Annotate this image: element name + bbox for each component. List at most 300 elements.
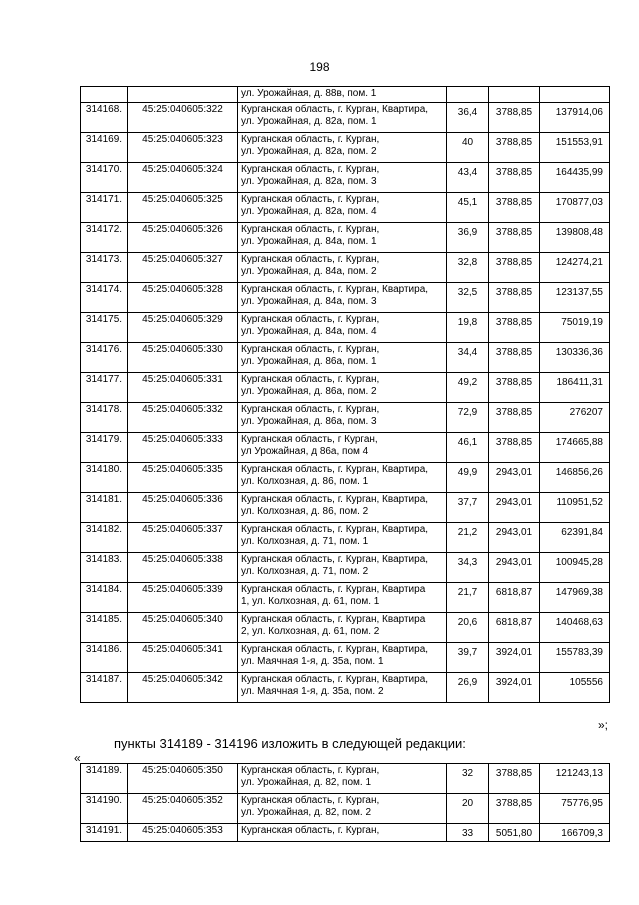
price-cell	[489, 463, 540, 493]
area-cell	[447, 313, 489, 343]
area-value: 33	[461, 828, 474, 839]
total-value: 105556	[569, 677, 603, 688]
price-value: 5051,80	[495, 828, 533, 839]
area-value: 49,9	[457, 467, 478, 478]
total-cell	[540, 794, 610, 824]
area-value: 32,5	[457, 287, 478, 298]
address-cell	[238, 343, 447, 373]
cadastral-number: 45:25:040605:352	[142, 795, 223, 806]
area-cell	[447, 613, 489, 643]
address-line-2: ул. Колхозная, д. 86, пом. 2	[241, 506, 369, 517]
cadastral-number: 45:25:040605:340	[142, 614, 223, 625]
row-number: 314185.	[85, 614, 123, 625]
address-line-1: Курганская область, г. Курган, Квартира,	[241, 554, 429, 565]
cadastral-number: 45:25:040605:324	[142, 164, 223, 175]
total-cell	[540, 583, 610, 613]
row-number: 314191.	[85, 825, 123, 836]
area-cell	[447, 583, 489, 613]
address-line-2: ул. Урожайная, д. 84а, пом. 4	[241, 326, 377, 337]
total-value: 139808,48	[555, 227, 603, 238]
area-value: 40	[461, 137, 474, 148]
cadastral-number-cell	[128, 583, 238, 613]
table-row	[81, 523, 610, 553]
price-value: 3788,85	[495, 317, 533, 328]
table-row	[81, 794, 610, 824]
area-cell	[447, 643, 489, 673]
cadastral-number: 45:25:040605:332	[142, 404, 223, 415]
cadastral-number-cell	[128, 163, 238, 193]
address-cell	[238, 643, 447, 673]
address-line-1: Курганская область, г. Курган, Квартира,	[241, 524, 429, 535]
table-row	[81, 253, 610, 283]
total-value: 146856,26	[555, 467, 603, 478]
address-cell	[238, 193, 447, 223]
cadastral-number-cell	[128, 103, 238, 133]
cadastral-number-cell	[128, 643, 238, 673]
closing-quote: »;	[597, 718, 608, 732]
address-cell	[238, 253, 447, 283]
cadastral-number: 45:25:040605:330	[142, 344, 223, 355]
address-line-1: Курганская область, г. Курган, Квартира	[241, 614, 426, 625]
cadastral-number-cell	[128, 133, 238, 163]
cadastral-number: 45:25:040605:326	[142, 224, 223, 235]
area-cell	[447, 463, 489, 493]
address-cell	[238, 764, 447, 794]
price-value: 3788,85	[495, 407, 533, 418]
address-line-1: Курганская область, г. Курган,	[241, 825, 380, 836]
table-row	[81, 283, 610, 313]
price-value: 2943,01	[495, 557, 533, 568]
row-number-cell	[81, 223, 128, 253]
total-cell	[540, 553, 610, 583]
area-value: 36,4	[457, 107, 478, 118]
table-row	[81, 403, 610, 433]
price-value: 6818,87	[495, 617, 533, 628]
row-number-cell	[81, 463, 128, 493]
area-value: 37,7	[457, 497, 478, 508]
cadastral-number: 45:25:040605:338	[142, 554, 223, 565]
cadastral-number-cell	[128, 403, 238, 433]
row-number: 314176.	[85, 344, 123, 355]
property-table	[80, 86, 610, 703]
row-number: 314184.	[85, 584, 123, 595]
address-line-1: Курганская область, г. Курган,	[241, 795, 380, 806]
area-cell	[447, 403, 489, 433]
row-number: 314173.	[85, 254, 123, 265]
area-cell	[447, 253, 489, 283]
address-cell	[238, 223, 447, 253]
price-cell	[489, 824, 540, 842]
area-cell	[447, 794, 489, 824]
total-value: 155783,39	[555, 647, 603, 658]
row-number: 314178.	[85, 404, 123, 415]
property-table-revised	[80, 763, 610, 842]
cadastral-number-cell	[128, 794, 238, 824]
price-cell	[489, 613, 540, 643]
price-value: 3788,85	[495, 227, 533, 238]
table-row	[81, 764, 610, 794]
instruction-text: пункты 314189 - 314196 изложить в следующей редакции:	[114, 736, 466, 751]
address-line-2: ул. Урожайная, д. 86а, пом. 3	[241, 416, 377, 427]
address-cell	[238, 433, 447, 463]
address-line-2: ул. Урожайная, д. 82а, пом. 3	[241, 176, 377, 187]
area-value: 39,7	[457, 647, 478, 658]
table-row	[81, 103, 610, 133]
address-line-1: Курганская область, г. Курган, Квартира,	[241, 464, 429, 475]
address-cell	[238, 87, 447, 103]
row-number: 314189.	[85, 765, 123, 776]
address-line-1: Курганская область, г. Курган,	[241, 194, 380, 205]
area-value: 49,2	[457, 377, 478, 388]
address-line-2: ул. Урожайная, д. 86а, пом. 1	[241, 356, 377, 367]
price-value: 3788,85	[495, 257, 533, 268]
table-row	[81, 583, 610, 613]
price-cell	[489, 343, 540, 373]
price-cell	[489, 643, 540, 673]
address-cell	[238, 794, 447, 824]
cadastral-number: 45:25:040605:353	[142, 825, 223, 836]
price-cell	[489, 87, 540, 103]
table-row	[81, 553, 610, 583]
total-value: 170877,03	[555, 197, 603, 208]
cadastral-number: 45:25:040605:327	[142, 254, 223, 265]
row-number: 314177.	[85, 374, 123, 385]
row-number: 314168.	[85, 104, 123, 115]
address-line-1: Курганская область, г. Курган,	[241, 164, 380, 175]
total-cell	[540, 493, 610, 523]
address-line-2: ул Урожайная, д 86а, пом 4	[241, 446, 369, 457]
price-value: 2943,01	[495, 467, 533, 478]
row-number: 314175.	[85, 314, 123, 325]
price-cell	[489, 163, 540, 193]
price-cell	[489, 794, 540, 824]
total-cell	[540, 824, 610, 842]
area-value: 43,4	[457, 167, 478, 178]
area-value: 45,1	[457, 197, 478, 208]
price-value: 3788,85	[495, 167, 533, 178]
total-cell	[540, 643, 610, 673]
total-value: 121243,13	[555, 768, 603, 779]
cadastral-number-cell	[128, 764, 238, 794]
row-number-cell	[81, 764, 128, 794]
cadastral-number-cell	[128, 463, 238, 493]
row-number-cell	[81, 283, 128, 313]
row-number: 314172.	[85, 224, 123, 235]
table-row	[81, 613, 610, 643]
total-value: 276207	[569, 407, 603, 418]
row-number: 314171.	[85, 194, 123, 205]
row-number-cell	[81, 824, 128, 842]
row-number-cell	[81, 553, 128, 583]
address-line-1: Курганская область, г. Курган,	[241, 344, 380, 355]
address-line-1: Курганская область, г. Курган,	[241, 314, 380, 325]
area-cell	[447, 824, 489, 842]
address-cell	[238, 403, 447, 433]
cadastral-number: 45:25:040605:323	[142, 134, 223, 145]
area-value: 32	[461, 768, 474, 779]
address-line-2: ул. Урожайная, д. 84а, пом. 3	[241, 296, 377, 307]
total-value: 124274,21	[555, 257, 603, 268]
area-value: 36,9	[457, 227, 478, 238]
area-value: 72,9	[457, 407, 478, 418]
table-row	[81, 133, 610, 163]
total-cell	[540, 103, 610, 133]
cadastral-number-cell	[128, 673, 238, 703]
row-number-cell	[81, 373, 128, 403]
area-cell	[447, 553, 489, 583]
price-cell	[489, 523, 540, 553]
price-cell	[489, 764, 540, 794]
total-cell	[540, 133, 610, 163]
total-cell	[540, 223, 610, 253]
cadastral-number: 45:25:040605:329	[142, 314, 223, 325]
address-line-1: Курганская область, г. Курган,	[241, 134, 380, 145]
cadastral-number: 45:25:040605:337	[142, 524, 223, 535]
price-value: 2943,01	[495, 497, 533, 508]
total-cell	[540, 463, 610, 493]
address-line-2: ул. Колхозная, д. 71, пом. 1	[241, 536, 369, 547]
address-line-2: ул. Урожайная, д. 82а, пом. 2	[241, 146, 377, 157]
cadastral-number: 45:25:040605:322	[142, 104, 223, 115]
price-value: 3788,85	[495, 137, 533, 148]
address-cell	[238, 583, 447, 613]
total-value: 186411,31	[556, 377, 603, 388]
cadastral-number-cell	[128, 87, 238, 103]
total-value: 62391,84	[561, 527, 603, 538]
cadastral-number: 45:25:040605:331	[142, 374, 223, 385]
total-value: 140468,63	[555, 617, 603, 628]
row-number: 314187.	[85, 674, 123, 685]
cadastral-number-cell	[128, 824, 238, 842]
row-number: 314180.	[85, 464, 123, 475]
price-cell	[489, 403, 540, 433]
area-value: 34,4	[457, 347, 478, 358]
total-cell	[540, 193, 610, 223]
address-cell	[238, 313, 447, 343]
total-value: 110951,52	[556, 497, 603, 508]
table-row	[81, 223, 610, 253]
total-cell	[540, 433, 610, 463]
price-cell	[489, 493, 540, 523]
address-cell	[238, 553, 447, 583]
address-line-1: Курганская область, г. Курган, Квартира,	[241, 494, 429, 505]
row-number: 314170.	[85, 164, 123, 175]
total-value: 137914,06	[555, 107, 603, 118]
table-row	[81, 463, 610, 493]
total-cell	[540, 163, 610, 193]
address-cell	[238, 283, 447, 313]
row-number-cell	[81, 193, 128, 223]
area-value: 26,9	[457, 677, 478, 688]
cadastral-number-cell	[128, 343, 238, 373]
row-number: 314174.	[85, 284, 123, 295]
cadastral-number: 45:25:040605:350	[142, 765, 223, 776]
area-cell	[447, 103, 489, 133]
area-value: 20,6	[457, 617, 478, 628]
address-line-2: ул. Урожайная, д. 82а, пом. 1	[241, 116, 377, 127]
price-value: 3788,85	[495, 287, 533, 298]
cadastral-number-cell	[128, 283, 238, 313]
address-line-2: ул. Урожайная, д. 84а, пом. 1	[241, 236, 377, 247]
price-value: 2943,01	[495, 527, 533, 538]
total-value: 130336,36	[555, 347, 603, 358]
price-value: 3788,85	[495, 377, 533, 388]
row-number: 314181.	[85, 494, 123, 505]
address-cell	[238, 373, 447, 403]
price-value: 3788,85	[495, 107, 533, 118]
cadastral-number: 45:25:040605:325	[142, 194, 223, 205]
area-value: 34,3	[457, 557, 478, 568]
table-row	[81, 87, 610, 103]
address-cell	[238, 824, 447, 842]
row-number-cell	[81, 313, 128, 343]
address-line-2: ул. Урожайная, д. 86а, пом. 2	[241, 386, 377, 397]
address-line-2: 2, ул. Колхозная, д. 61, пом. 2	[241, 626, 380, 637]
address-line-2: ул. Маячная 1-я, д. 35а, пом. 1	[241, 656, 384, 667]
area-cell	[447, 223, 489, 253]
price-value: 3788,85	[495, 437, 533, 448]
cadastral-number: 45:25:040605:335	[142, 464, 223, 475]
address-line-1: Курганская область, г. Курган, Квартира,	[241, 284, 429, 295]
area-cell	[447, 493, 489, 523]
total-cell	[540, 673, 610, 703]
area-value: 32,8	[457, 257, 478, 268]
row-number-cell	[81, 523, 128, 553]
address-line-1: Курганская область, г. Курган, Квартира,	[241, 644, 429, 655]
row-number-cell	[81, 87, 128, 103]
table-row	[81, 373, 610, 403]
table-row	[81, 313, 610, 343]
row-number-cell	[81, 163, 128, 193]
total-value: 75019,19	[561, 317, 603, 328]
price-cell	[489, 103, 540, 133]
area-value: 21,2	[457, 527, 478, 538]
address-cell	[238, 463, 447, 493]
row-number-cell	[81, 583, 128, 613]
address-line-2: ул. Колхозная, д. 86, пом. 1	[241, 476, 369, 487]
row-number: 314186.	[85, 644, 123, 655]
area-cell	[447, 673, 489, 703]
area-value: 21,7	[457, 587, 478, 598]
total-value: 123137,55	[555, 287, 603, 298]
cadastral-number-cell	[128, 253, 238, 283]
address-line-1: Курганская область, г. Курган,	[241, 254, 380, 265]
address-line-1: Курганская область, г. Курган, Квартира,	[241, 674, 429, 685]
price-cell	[489, 193, 540, 223]
cadastral-number: 45:25:040605:342	[142, 674, 223, 685]
row-number-cell	[81, 493, 128, 523]
cadastral-number-cell	[128, 193, 238, 223]
price-cell	[489, 253, 540, 283]
address-line-2: ул. Урожайная, д. 82, пом. 1	[241, 777, 372, 788]
area-value: 20	[461, 798, 474, 809]
price-value: 3788,85	[495, 197, 533, 208]
table-row	[81, 163, 610, 193]
row-number: 314183.	[85, 554, 123, 565]
address-cell	[238, 103, 447, 133]
total-value: 147969,38	[555, 587, 603, 598]
table-row	[81, 433, 610, 463]
cadastral-number: 45:25:040605:339	[142, 584, 223, 595]
cadastral-number-cell	[128, 223, 238, 253]
price-value: 3924,01	[495, 647, 533, 658]
total-cell	[540, 253, 610, 283]
price-cell	[489, 133, 540, 163]
price-value: 3924,01	[495, 677, 533, 688]
area-cell	[447, 193, 489, 223]
area-cell	[447, 87, 489, 103]
table-row	[81, 343, 610, 373]
address-line-2: ул. Урожайная, д. 84а, пом. 2	[241, 266, 377, 277]
total-cell	[540, 87, 610, 103]
cadastral-number: 45:25:040605:341	[142, 644, 223, 655]
price-value: 6818,87	[495, 587, 533, 598]
table-row	[81, 193, 610, 223]
table-row	[81, 824, 610, 842]
opening-quote: «	[74, 751, 81, 765]
price-cell	[489, 373, 540, 403]
address-line-1: Курганская область, г. Курган,	[241, 404, 380, 415]
price-cell	[489, 433, 540, 463]
table-row	[81, 493, 610, 523]
price-value: 3788,85	[495, 768, 533, 779]
area-cell	[447, 283, 489, 313]
cadastral-number-cell	[128, 553, 238, 583]
area-cell	[447, 433, 489, 463]
address-cell	[238, 523, 447, 553]
row-number-cell	[81, 103, 128, 133]
cadastral-number-cell	[128, 493, 238, 523]
cadastral-number-cell	[128, 613, 238, 643]
price-cell	[489, 673, 540, 703]
address-line-2: ул. Колхозная, д. 71, пом. 2	[241, 566, 369, 577]
area-cell	[447, 373, 489, 403]
area-value: 19,8	[457, 317, 478, 328]
cadastral-number-cell	[128, 433, 238, 463]
address-cell	[238, 493, 447, 523]
row-number-cell	[81, 794, 128, 824]
row-number: 314169.	[85, 134, 123, 145]
price-value: 3788,85	[495, 347, 533, 358]
address-line-1: Курганская область, г Курган,	[241, 434, 378, 445]
table-row	[81, 673, 610, 703]
total-value: 164435,99	[555, 167, 603, 178]
row-number-cell	[81, 433, 128, 463]
area-cell	[447, 133, 489, 163]
address-line-2: ул. Маячная 1-я, д. 35а, пом. 2	[241, 686, 384, 697]
cadastral-number-cell	[128, 373, 238, 403]
row-number: 314179.	[85, 434, 123, 445]
total-cell	[540, 523, 610, 553]
address-cell	[238, 163, 447, 193]
address-line-1: Курганская область, г. Курган,	[241, 374, 380, 385]
total-cell	[540, 764, 610, 794]
price-cell	[489, 223, 540, 253]
total-value: 151553,91	[555, 137, 603, 148]
total-cell	[540, 403, 610, 433]
total-value: 166709,3	[561, 828, 603, 839]
cadastral-number: 45:25:040605:336	[142, 494, 223, 505]
address-cell	[238, 133, 447, 163]
address-line-1: ул. Урожайная, д. 88в, пом. 1	[241, 88, 377, 99]
price-cell	[489, 283, 540, 313]
row-number-cell	[81, 343, 128, 373]
total-cell	[540, 613, 610, 643]
row-number-cell	[81, 253, 128, 283]
address-line-1: Курганская область, г. Курган, Квартира,	[241, 104, 429, 115]
price-value: 3788,85	[495, 798, 533, 809]
row-number-cell	[81, 403, 128, 433]
